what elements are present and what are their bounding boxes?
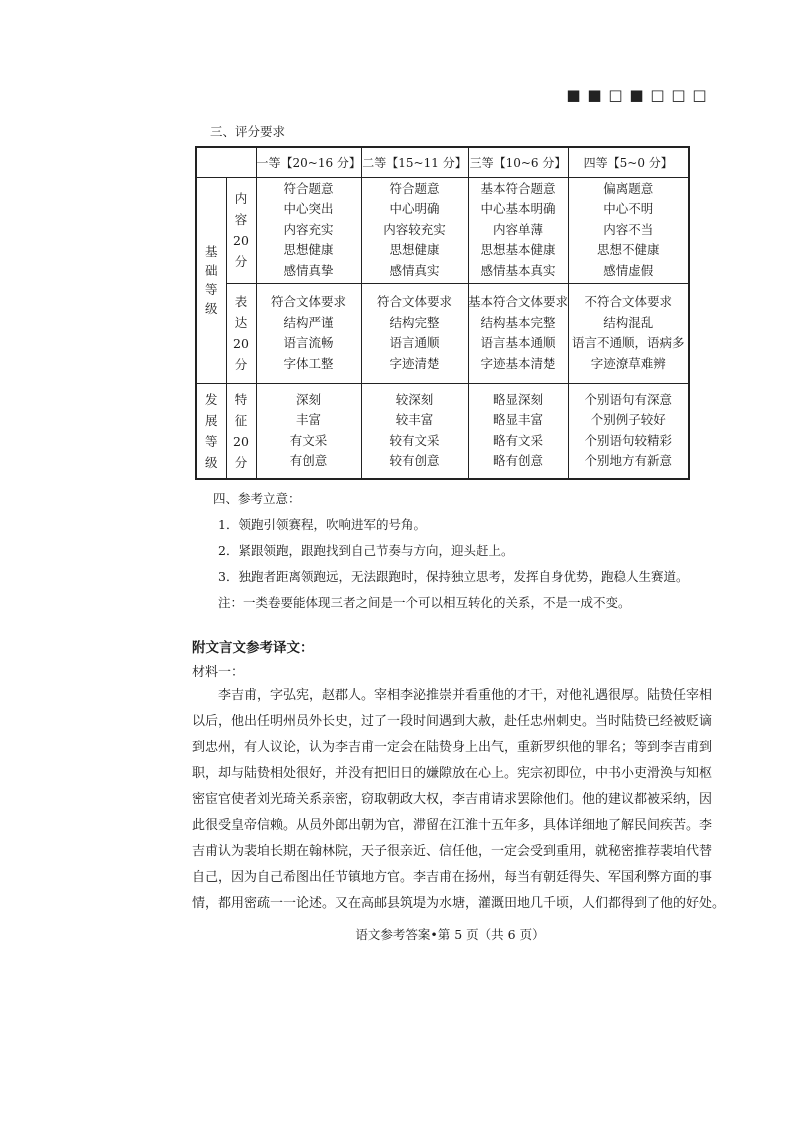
paragraph-line: 自己，因为自己希图出任节镇地方官。李吉甫在扬州，每当有朝廷得失、军国利弊方面的事: [192, 870, 713, 885]
criteria-line: 符合文体要求: [376, 294, 452, 309]
category-label-char: 础: [204, 263, 218, 278]
reference-note: 注：一类卷要能体现三者之间是一个可以相互转化的关系，不是一成不变。: [218, 595, 631, 610]
criteria-lines: [569, 292, 689, 374]
table-row: [196, 177, 689, 283]
material-label: 材料一：: [192, 665, 245, 680]
criteria-lines: [257, 390, 361, 472]
criteria-line: 感情基本真实: [480, 262, 556, 278]
table-header-row: [196, 147, 689, 177]
criteria-cell: [468, 177, 568, 283]
category-label-char: 等: [204, 433, 218, 449]
sub-label-char: 20: [233, 433, 249, 449]
criteria-line: 中心明确: [389, 201, 440, 217]
criteria-lines: [362, 292, 468, 374]
category-cell: [196, 177, 226, 383]
grade-header-cell: 三等【10~6 分】: [468, 147, 568, 177]
appendix-title: 附文言文参考译文：: [192, 640, 314, 656]
reference-item: 1．领跑引领赛程，吹响进军的号角。: [218, 517, 426, 532]
criteria-line: 语言通顺: [389, 335, 440, 350]
criteria-line: 思想健康: [389, 242, 440, 258]
grade-header-cell: 四等【5~0 分】: [568, 147, 689, 177]
sub-category-cell: [226, 283, 256, 383]
category-label-char: 发: [204, 391, 218, 407]
category-label-char: 级: [204, 301, 218, 316]
criteria-cell: [568, 283, 689, 383]
criteria-line: 内容充实: [283, 221, 334, 237]
grade-header-cell: 一等【20~16 分】: [256, 147, 361, 177]
criteria-line: 感情真挚: [283, 262, 334, 278]
criteria-line: 中心基本明确: [480, 201, 556, 217]
criteria-line: 略显丰富: [492, 412, 543, 428]
sub-label-char: 20: [233, 336, 249, 351]
marker-square: ■: [566, 86, 581, 104]
criteria-line: 内容较充实: [383, 221, 446, 237]
criteria-line: 深刻: [295, 391, 321, 407]
criteria-cell: [361, 283, 468, 383]
criteria-line: 不符合文体要求: [584, 294, 672, 309]
paragraph-line: 吉甫认为裴垍长期在翰林院，天子很亲近、信任他，一定会受到重用，就秘密推荐裴垍代替: [192, 844, 713, 859]
criteria-line: 字体工整: [283, 355, 334, 371]
table-row: [196, 283, 689, 383]
criteria-lines: [362, 179, 468, 282]
marker-square: □: [650, 86, 665, 104]
criteria-line: 基本符合题意: [480, 180, 556, 196]
criteria-line: 内容不当: [603, 221, 654, 237]
criteria-lines: [569, 390, 689, 472]
reference-list: [218, 512, 688, 616]
sub-category-cell: [226, 177, 256, 283]
sub-label-char: 达: [234, 315, 248, 330]
criteria-line: 丰富: [295, 412, 321, 428]
section-title-grading: 三、评分要求: [210, 124, 286, 139]
criteria-line: 思想不健康: [596, 242, 660, 258]
criteria-lines: [469, 390, 568, 472]
paragraph-line: 到忠州，有人议论，认为李吉甫一定会在陆贽身上出气，重新罗织他的罪名；等到李吉甫到: [192, 740, 713, 755]
marker-square: □: [608, 86, 623, 104]
sub-label-char: 内: [234, 191, 248, 206]
category-label-char-group: [197, 389, 226, 473]
sub-label-char: 分: [234, 254, 248, 269]
category-label-char: 级: [204, 454, 218, 470]
criteria-lines: [469, 179, 568, 282]
criteria-lines: [257, 292, 361, 374]
criteria-lines: [469, 292, 568, 374]
grading-table-body: [196, 177, 689, 479]
criteria-line: 思想健康: [283, 242, 334, 258]
criteria-cell: [361, 383, 468, 479]
sub-label-char: 表: [234, 294, 248, 309]
criteria-cell: [256, 177, 361, 283]
criteria-line: 感情真实: [389, 262, 440, 278]
paragraph-line: 情，都用密疏一一论述。又在高邮县筑堤为水塘，灌溉田地几千顷，人们都得到了他的好处。: [192, 896, 726, 911]
criteria-line: 基本符合文体要求: [468, 294, 569, 309]
criteria-cell: [568, 177, 689, 283]
sub-label-char: 容: [234, 212, 248, 227]
criteria-line: 较有创意: [389, 453, 440, 469]
criteria-line: 中心突出: [283, 201, 334, 217]
criteria-line: 有创意: [289, 453, 328, 469]
category-cell: [196, 383, 226, 479]
paragraph-line: 此很受皇帝信赖。从员外郎出朝为官，滞留在江淮十五年多，具体详细地了解民间疾苦。李: [192, 818, 713, 833]
sub-label-char: 分: [234, 454, 248, 470]
criteria-line: 个别语句较精彩: [584, 432, 672, 448]
criteria-line: 符合题意: [389, 180, 440, 196]
sub-label-char: 20: [233, 233, 249, 248]
criteria-lines: [257, 179, 361, 282]
paragraph-line: 职，却与陆贽相处很好，并没有把旧日的嫌隙放在心上。宪宗初即位，中书小吏滑涣与知枢: [192, 766, 713, 781]
criteria-line: 略有创意: [492, 453, 543, 469]
criteria-cell: [256, 283, 361, 383]
criteria-line: 略有文采: [492, 432, 543, 448]
category-label-char: 等: [204, 282, 218, 297]
criteria-line: 较深刻: [395, 391, 434, 407]
criteria-line: 个别例子较好: [590, 412, 666, 428]
criteria-line: 结构基本完整: [480, 314, 556, 330]
sub-label-char: 征: [234, 412, 248, 428]
sub-category-cell: [226, 383, 256, 479]
criteria-line: 有文采: [289, 432, 328, 448]
reference-item: 3．独跑者距离领跑远，无法跟跑时，保持独立思考，发挥自身优势，跑稳人生赛道。: [218, 569, 689, 584]
criteria-line: 语言基本通顺: [480, 335, 556, 350]
sub-label-char: 分: [234, 357, 248, 372]
criteria-cell: [256, 383, 361, 479]
criteria-line: 个别地方有新意: [584, 453, 672, 469]
paragraph-line: 以后，他出任明州员外长史，过了一段时间遇到大赦，赴任忠州刺史。当时陆贽已经被贬谪: [192, 714, 713, 729]
section-title-reference: 四、参考立意：: [213, 491, 301, 506]
category-label-char-group: [197, 242, 226, 318]
criteria-line: 字迹基本清楚: [480, 355, 556, 371]
criteria-line: 符合文体要求: [270, 294, 346, 309]
category-label-char: 展: [204, 412, 218, 428]
marker-square: □: [692, 86, 707, 104]
grading-table: [195, 146, 690, 480]
table-corner-cell: [196, 147, 256, 177]
sub-label-char-group: [227, 389, 256, 473]
criteria-line: 字迹清楚: [389, 355, 440, 371]
marker-square: □: [671, 86, 686, 104]
criteria-cell: [568, 383, 689, 479]
marker-square: ■: [587, 86, 602, 104]
criteria-line: 较有文采: [389, 432, 440, 448]
criteria-line: 结构完整: [389, 314, 440, 330]
criteria-line: 内容单薄: [492, 221, 543, 237]
criteria-cell: [361, 177, 468, 283]
reference-item: 2．紧跟领跑，跟跑找到自己节奏与方向，迎头赶上。: [218, 543, 514, 558]
sub-label-char-group: [227, 188, 256, 272]
criteria-line: 结构严谨: [283, 314, 334, 330]
paragraph-line: 密宦官使者刘光琦关系亲密，窃取朝政大权，李吉甫请求罢除他们。他的建议都被采纳，因: [192, 792, 713, 807]
marker-square: ■: [629, 86, 644, 104]
page-marker-squares: [563, 86, 710, 104]
criteria-line: 符合题意: [283, 180, 334, 196]
sub-label-char: 特: [234, 391, 248, 407]
page-footer: 语文参考答案•第 5 页（共 6 页）: [355, 927, 545, 942]
criteria-line: 较丰富: [395, 412, 434, 428]
criteria-cell: [468, 283, 568, 383]
criteria-line: 偏离题意: [603, 180, 654, 196]
criteria-line: 思想基本健康: [480, 242, 556, 258]
criteria-lines: [569, 179, 689, 282]
criteria-line: 感情虚假: [603, 262, 654, 278]
category-label-char: 基: [204, 244, 218, 259]
criteria-line: 个别语句有深意: [584, 391, 672, 407]
sub-label-char-group: [227, 291, 256, 375]
paragraph-line: 李吉甫，字弘宪，赵郡人。宰相李泌推崇并看重他的才干，对他礼遇很厚。陆贽任宰相: [218, 688, 713, 703]
criteria-cell: [468, 383, 568, 479]
criteria-line: 略显深刻: [492, 391, 543, 407]
criteria-line: 结构混乱: [603, 314, 654, 330]
table-row: [196, 383, 689, 479]
grade-header-cell: 二等【15~11 分】: [361, 147, 468, 177]
criteria-line: 字迹潦草难辨: [590, 355, 666, 371]
criteria-line: 中心不明: [603, 201, 654, 217]
criteria-line: 语言流畅: [283, 335, 334, 350]
criteria-line: 语言不通顺，语病多: [571, 335, 685, 350]
translation-paragraph: [192, 683, 726, 917]
criteria-lines: [362, 390, 468, 472]
